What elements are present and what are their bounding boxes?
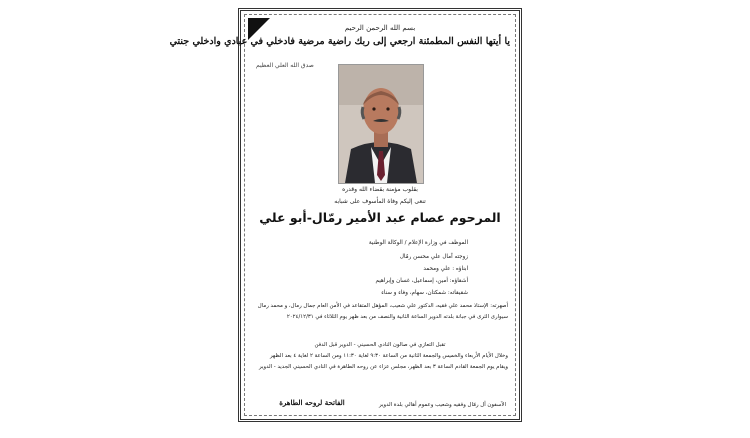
brothers-line: أشقاؤه: أمين، إسماعيل، غسان وإبراهيم: [375, 278, 468, 284]
condolence-line-3: ويقام يوم الجمعة القادم الساعة ٣ بعد الظهر، مجلس عزاء عن روحه الطاهرة في النادي الحسيني الجديد - الدوير: [259, 364, 508, 370]
job-line: الموظف في وزارة الإعلام / الوكالة الوطنية: [368, 240, 468, 246]
verse-reference: صدق الله العلي العظيم: [256, 62, 314, 69]
sisters-line: شقيقاته: شمكتان، سهام، وفاء و سناء: [381, 290, 468, 296]
relatives-line: أصهرته: الإستاذ محمد علي فقيه، الدكتور علي شعيب، المؤهل المتقاعد في الأمن العام جمال رمال، و محمد رمال: [257, 303, 508, 309]
deceased-photo: [338, 64, 424, 184]
quran-verse: يا أيتها النفس المطمئنة ارجعي إلى ربك راضية مرضية فادخلي في عبادي وادخلي جنتي: [169, 36, 510, 47]
deceased-name: المرحوم عصام عبد الأمير رمّال-أبو علي: [259, 210, 501, 225]
intro-line: بقلوب مؤمنة بقضاء الله وقدره: [342, 186, 418, 193]
basmala: بسم الله الرحمن الرحيم: [344, 24, 416, 32]
obituary-sheet: [169, 0, 530, 438]
announce-line: تنعى إليكم وفاة المأسوف على شبابه: [334, 198, 426, 205]
fatiha-calligraphy: الفاتحة لروحه الطاهرة: [279, 398, 345, 407]
wife-line: زوجته آمال علي محسن رمّال: [399, 254, 468, 260]
mourners-line: الآسفون آل رمّال وفقيه وشعيب وعموم أهالي بلدة الدوير: [379, 402, 506, 408]
funeral-line: سيوارى الثرى في جبانة بلدته الدوير الساعة الثانية والنصف من بعد ظهر يوم الثلاثاء في ٢٠٢٤/١٢/٣١: [286, 314, 508, 320]
condolence-line-1: تقبل التعازي في صالون النادي الحسيني - الدوير قبل الدفن: [314, 342, 446, 348]
sons-line: ابناؤه : علي ومحمد: [423, 266, 468, 272]
condolence-line-2: وخلال الأيام الأربعاء والخميس والجمعة الثانية من الساعة ٩:٣٠ لغاية ١١:٣٠ ومن الساعة ٢ لغاية ٤ بعد الظهر: [269, 353, 508, 359]
